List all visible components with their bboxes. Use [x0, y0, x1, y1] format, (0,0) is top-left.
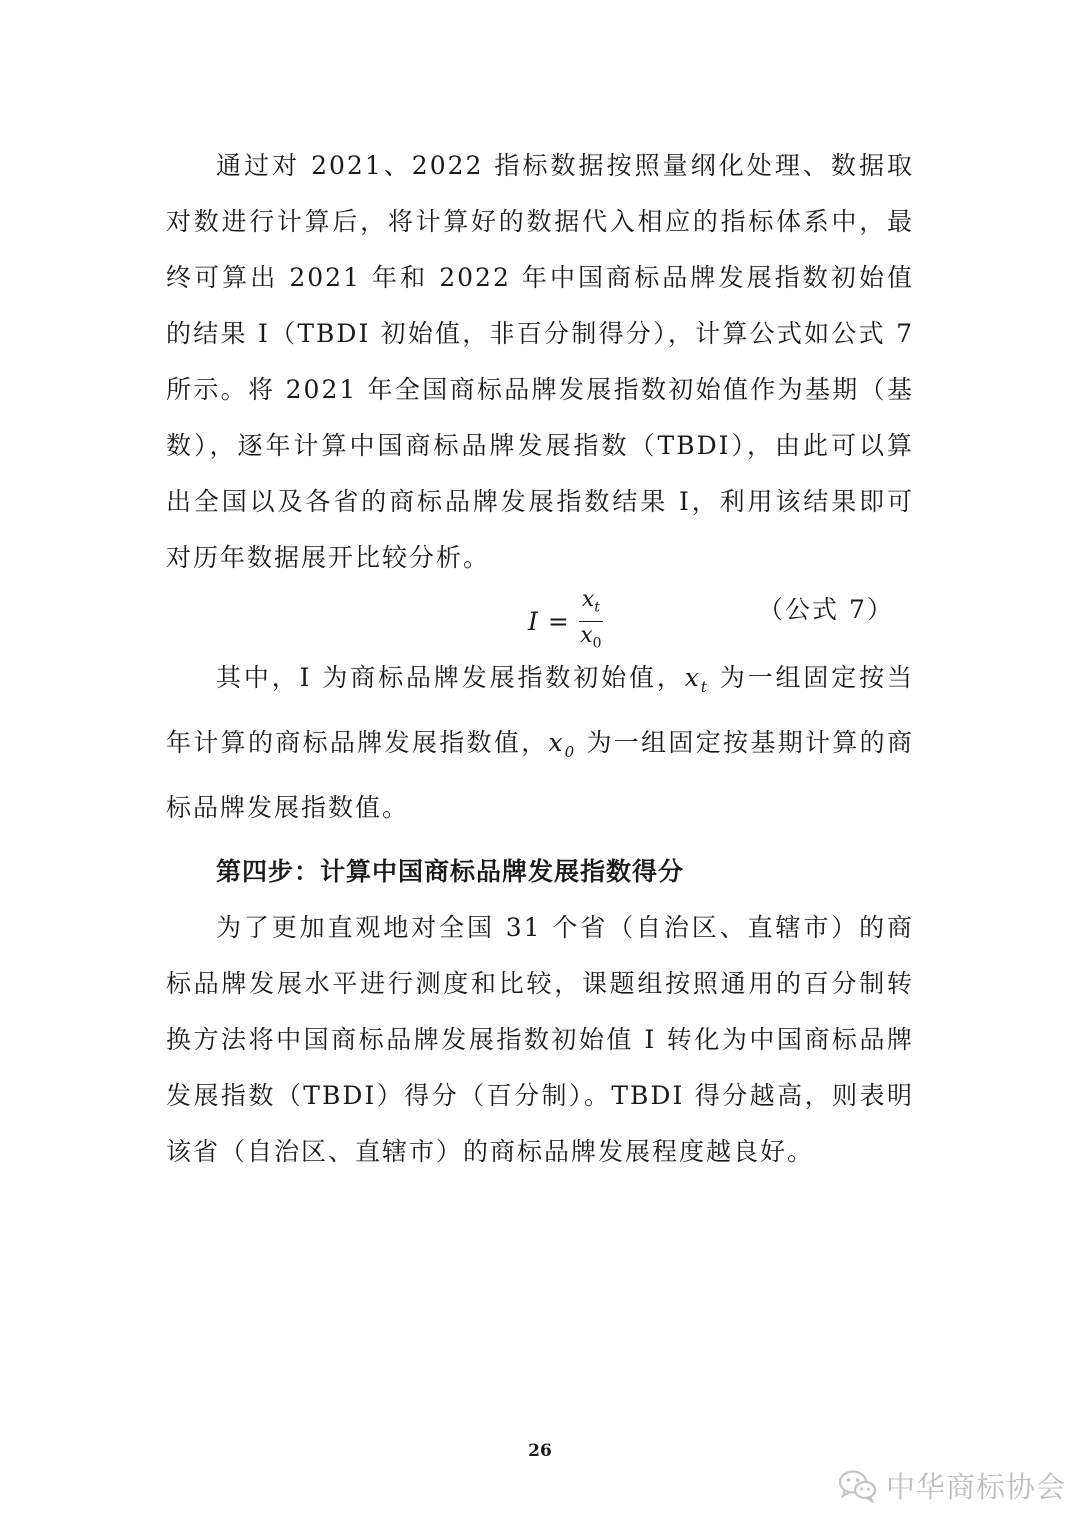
formula-denominator: $x_0$: [580, 623, 602, 652]
paragraph-variable-definitions: 其中，I 为商标品牌发展指数初始值，$x_t$ 为一组固定按当年计算的商标品牌发展指数值，$x_0$ 为一组固定按基期计算的商标品牌发展指数值。: [166, 663, 915, 822]
formula-fraction: [579, 588, 603, 656]
wechat-icon: [838, 1469, 878, 1503]
formula-numerator: $x_t$: [579, 588, 603, 622]
paragraph-score-conversion: 为了更加直观地对全国 31 个省（自治区、直辖市）的商标品牌发展水平进行测度和比较，课题组按照通用的百分制转换方法将中国商标品牌发展指数初始值 I 转化为中国商标品牌发展指数（TBDI）得分（百分制）。TBDI 得分越高，则表明该省（自治区、直辖市）的商标品牌发展程度越良好。: [166, 913, 914, 1166]
watermark-text: 中华商标协会: [886, 1470, 1067, 1504]
document-body: [166, 138, 914, 1180]
formula-equals: =: [547, 607, 569, 637]
formula-7: [528, 588, 603, 656]
watermark: [838, 1465, 1066, 1506]
formula-row: [166, 586, 914, 650]
paragraph-calculation: 通过对 2021、2022 指标数据按照量纲化处理、数据取对数进行计算后，将计算好的数据代入相应的指标体系中，最终可算出 2021 年和 2022 年中国商标品牌发展指数初始值的结果 I（TBDI 初始值，非百分制得分），计算公式如公式 7 所示。将 2021 年全国商标品牌发展指数初始值作为基期（基数），逐年计算中国商标品牌发展指数（TBDI），由此可以算出全国以及各省的商标品牌发展指数结果 I，利用该结果即可对历年数据展开比较分析。: [166, 151, 914, 572]
section-heading-step-four: 第四步：计算中国商标品牌发展指数得分: [216, 857, 685, 886]
variable-xt: $x_t$: [684, 663, 709, 696]
page-number: 26: [528, 1441, 552, 1461]
formula-label: （公式 7）: [758, 595, 894, 624]
formula-lhs: I: [528, 607, 538, 637]
variable-x0: $x_0$: [548, 728, 577, 761]
